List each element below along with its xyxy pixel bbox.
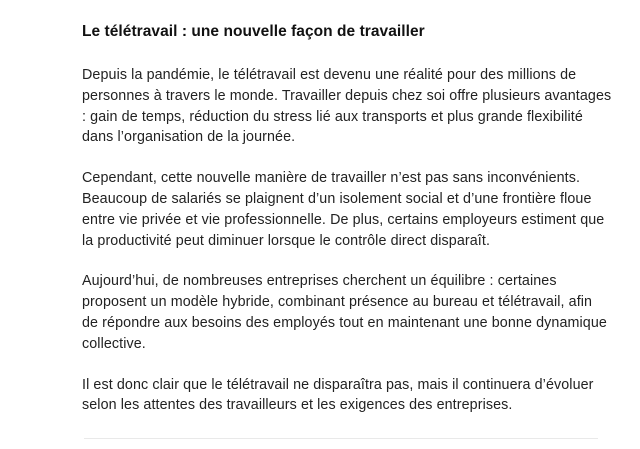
- article: [82, 22, 612, 416]
- article-title: Le télétravail : une nouvelle façon de travailler: [82, 23, 425, 40]
- article-paragraph-4: Il est donc clair que le télétravail ne disparaîtra pas, mais il continuera d’évoluer selon les attentes des travailleurs et les exigences des entreprises.: [82, 376, 594, 414]
- article-paragraph-2: Cependant, cette nouvelle manière de travailler n’est pas sans inconvénients. Beaucoup de salariés se plaignent d’un isolement social et d’une frontière floue entre vie privée et vie professionnelle. De plus, certains employeurs estiment que la productivité peut diminuer lorsque le contrôle direct disparaît.: [82, 170, 605, 249]
- bottom-divider: [84, 438, 598, 439]
- article-paragraph-1: Depuis la pandémie, le télétravail est devenu une réalité pour des millions de personnes à travers le monde. Travailler depuis chez soi offre plusieurs avantages : gain de temps, réduction du stress lié aux transports et plus grande flexibilité dans l’organisation de la journée.: [82, 67, 612, 146]
- article-paragraph-3: Aujourd’hui, de nombreuses entreprises cherchent un équilibre : certaines proposent un modèle hybride, combinant présence au bureau et télétravail, afin de répondre aux besoins des employés tout en maintenant une bonne dynamique collective.: [82, 273, 607, 352]
